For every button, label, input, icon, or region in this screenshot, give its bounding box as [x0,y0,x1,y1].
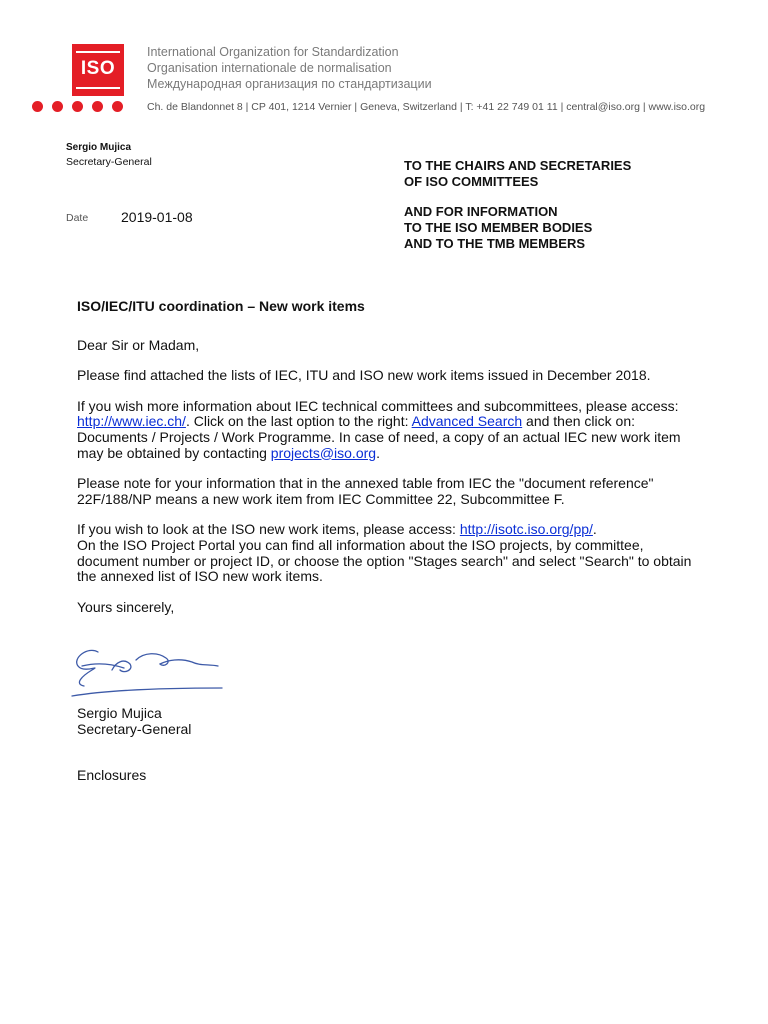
iec-website-link[interactable]: http://www.iec.ch/ [77,413,186,430]
recipient-line: OF ISO COMMITTEES [404,174,539,189]
logo-bottom-line [76,87,120,89]
sender-name: Sergio Mujica [66,142,132,153]
brand-dot [52,101,63,112]
recipient-line: AND FOR INFORMATION [404,204,558,219]
signer-title: Secretary-General [77,721,192,737]
signer-name: Sergio Mujica [77,705,162,721]
paragraph-document-reference: Please note for your information that in the annexed table from IEC the "document reference" 22F/188/NP means a new work item from IEC Committee 22, Subcommittee F. [77,475,654,507]
date-label: Date [66,212,89,224]
signer-block [77,705,191,737]
org-name-fr: Organisation internationale de normalisation [147,61,392,75]
text: . Click on the last option to the right: [185,413,412,430]
recipient-line: AND TO THE TMB MEMBERS [404,236,586,251]
paragraph-iso-portal [77,522,707,584]
projects-email-link[interactable]: projects@iso.org [270,444,377,461]
org-name-ru: Международная организация по стандартизации [147,77,432,91]
text: If you wish more information about IEC technical committees and subcommittees, please access: [77,397,679,414]
enclosures-label: Enclosures [77,767,147,783]
brand-dot [32,101,43,112]
paragraph-attached: Please find attached the lists of IEC, ITU and ISO new work items issued in December 2018. [77,367,651,384]
brand-dot [112,101,123,112]
brand-dot [92,101,103,112]
logo-top-line [76,51,120,53]
brand-dot [72,101,83,112]
recipient-line: TO THE ISO MEMBER BODIES [404,220,593,235]
paragraph-iec-info [77,399,707,461]
closing: Yours sincerely, [77,598,175,615]
handwritten-signature [68,640,224,700]
contact-address: Ch. de Blandonnet 8 | CP 401, 1214 Vernier | Geneva, Switzerland | T: +41 22 749 01 11 | central@iso.org | www.iso.org [147,101,706,113]
recipient-line: TO THE CHAIRS AND SECRETARIES [404,158,632,173]
organization-names [147,44,432,92]
letter-subject: ISO/IEC/ITU coordination – New work items [77,298,365,314]
iso-project-portal-link[interactable]: http://isotc.iso.org/pp/ [459,521,593,538]
letter-body [77,299,707,630]
logo-text: ISO [80,58,116,79]
org-name-en: International Organization for Standardization [147,45,399,59]
recipients-block [404,158,631,252]
brand-dots [32,101,123,112]
sender-title: Secretary-General [66,156,152,168]
advanced-search-link[interactable]: Advanced Search [411,413,523,430]
text: . [592,521,597,538]
text: . [376,444,380,461]
date-value: 2019-01-08 [121,209,193,225]
text: On the ISO Project Portal you can find all information about the ISO projects, by committee, document number or project ID, or choose the option "Stages search" and select "Search" to obtain the annexed list of ISO new work items. [77,536,692,585]
text: If you wish to look at the ISO new work items, please access: [77,521,460,538]
greeting: Dear Sir or Madam, [77,336,200,353]
text: and then click on: Documents / Projects / Work Programme. In case of need, a copy of an actual IEC new work item may be obtained by contacting [77,413,681,461]
iso-logo [72,44,124,96]
